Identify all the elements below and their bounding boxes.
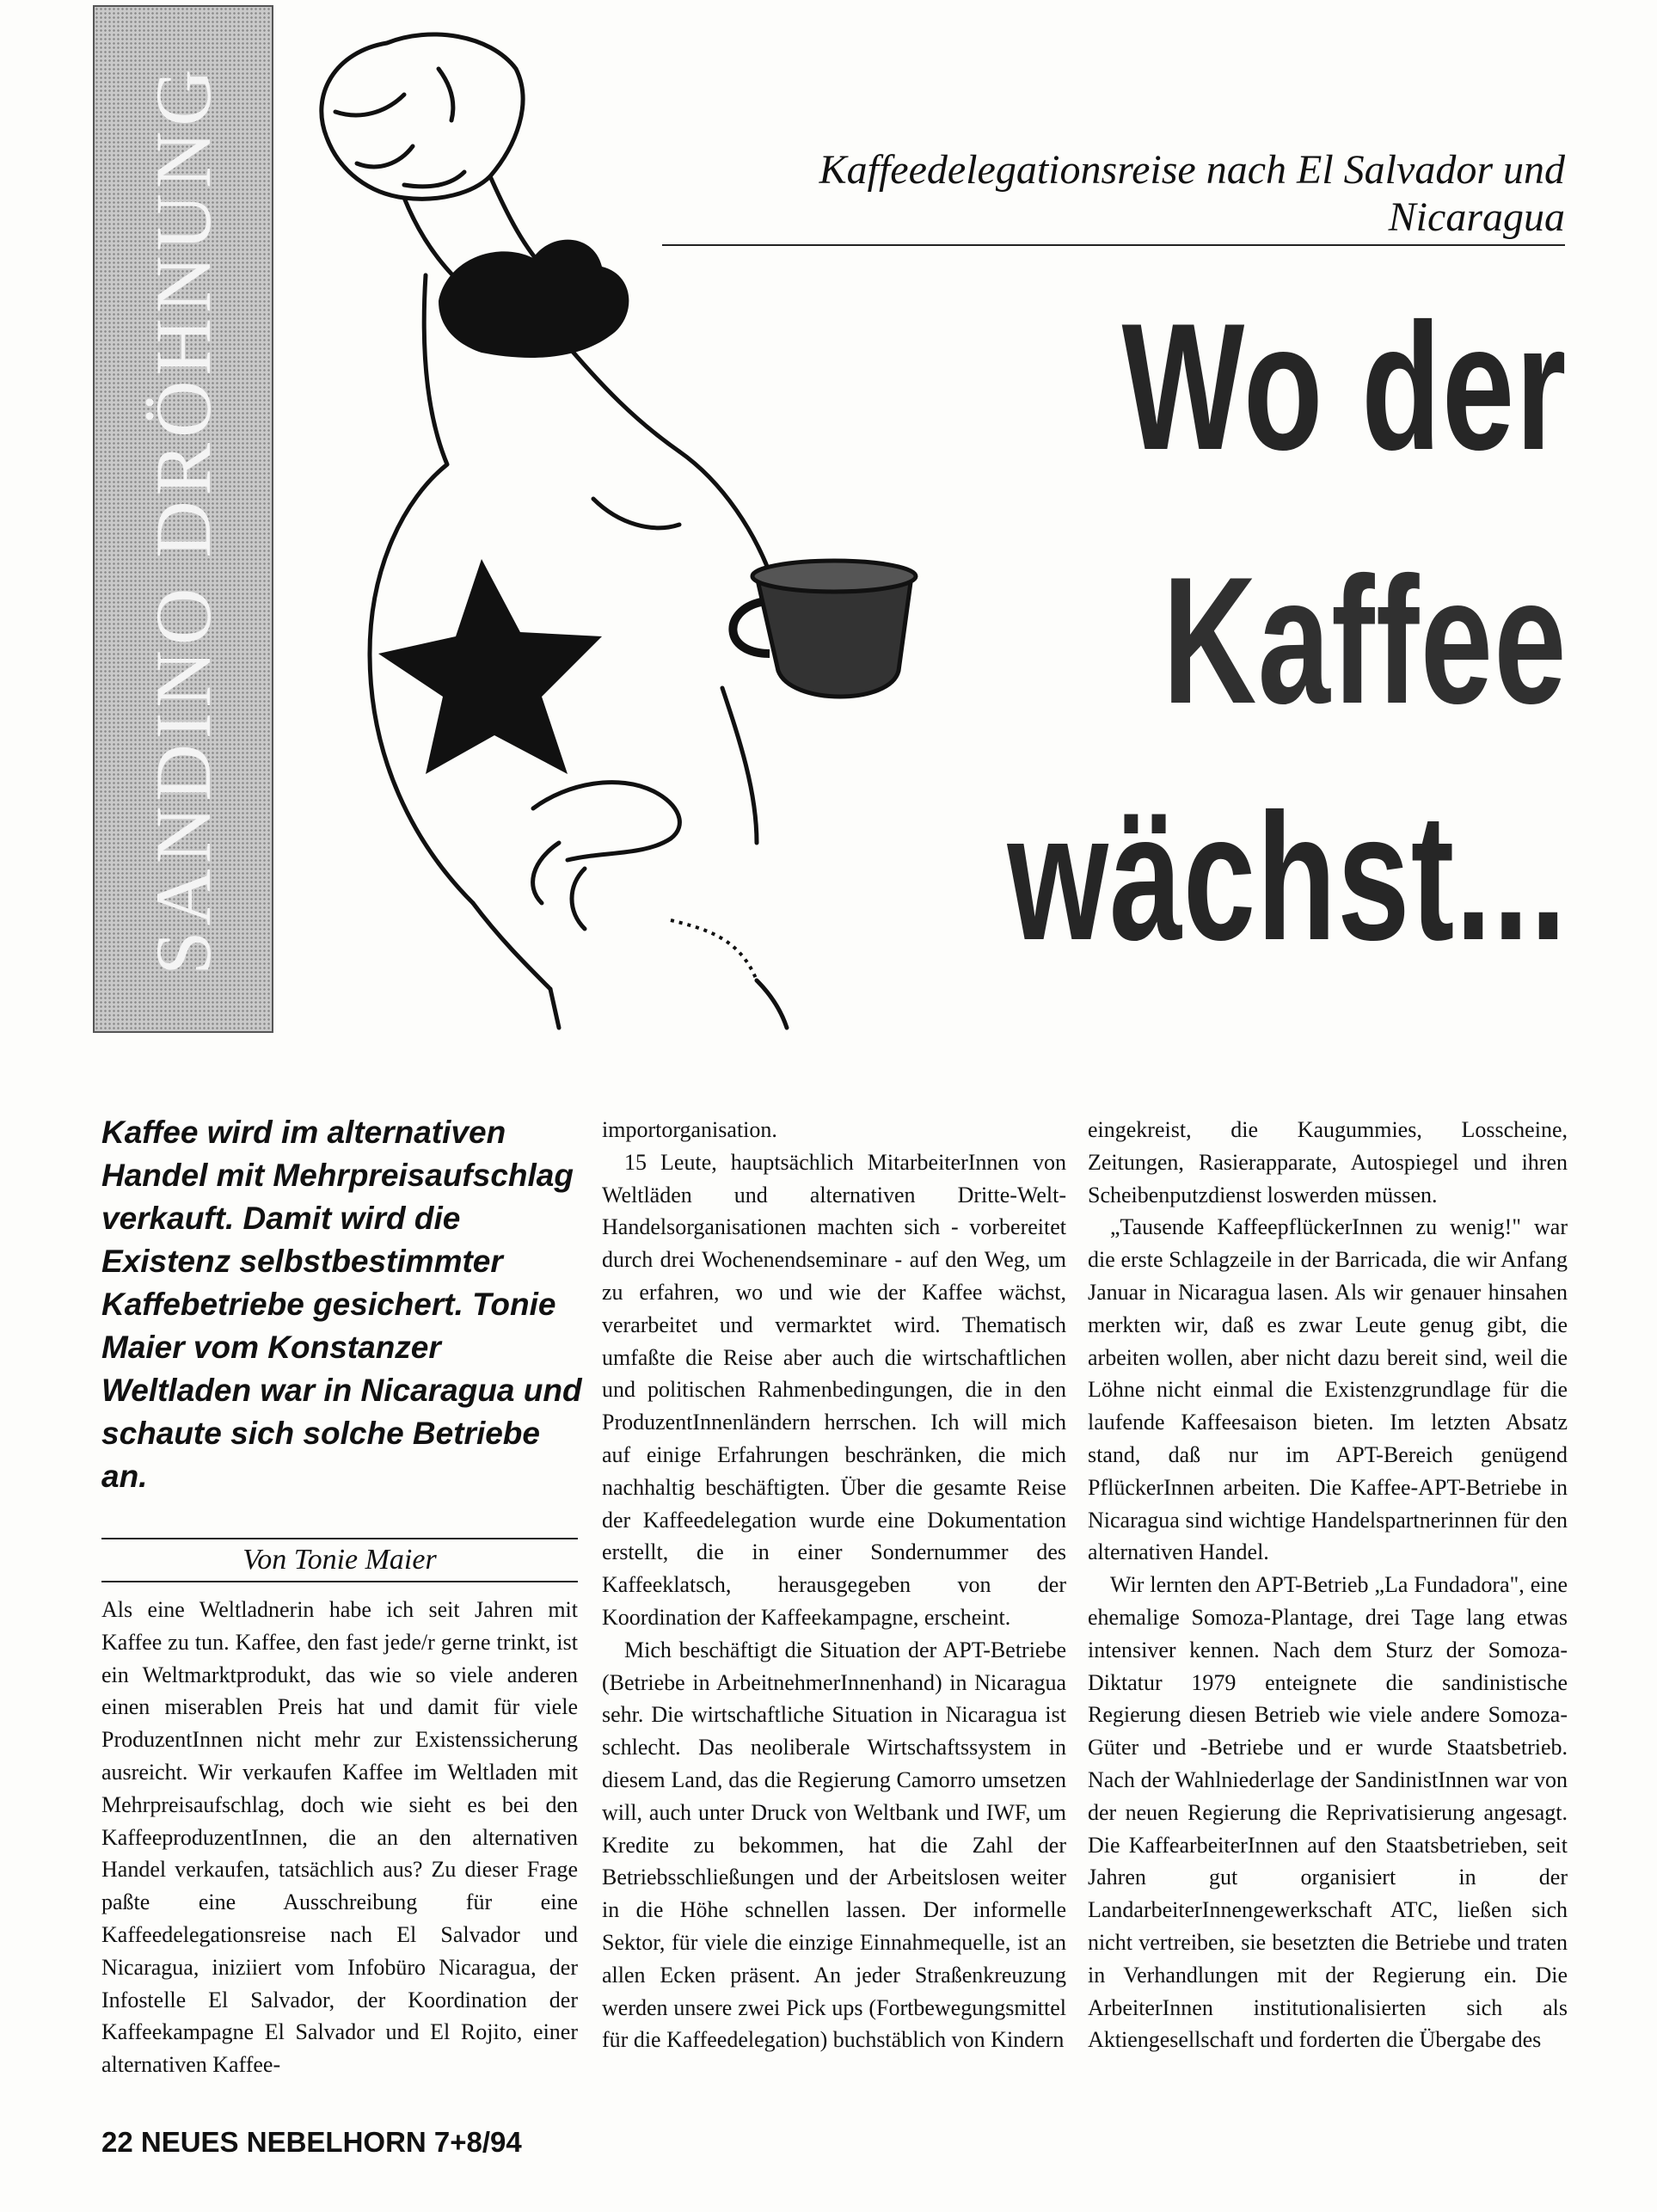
- byline-rule-top: [101, 1538, 578, 1539]
- col3-paragraph-2: „Tausende KaffeepflückerInnen zu wenig!" war die erste Schlagzeile in der Barricada, die wir Anfang Januar in Nicaragua lasen. Als wir genauer hinsahen merkten wir, daß es zwar Leute genug gibt, die arbeiten wollen, aber nicht dazu bereit sind, weil die Löhne nicht einmal die Existenzgrundlage für die laufende Kaffeesaison bieten. Im letzten Absatz stand, daß nur im APT-Bereich genügend PflückerInnen arbeiten. Die Kaffee-APT-Betriebe in Nicaragua sind wichtige Handelspartnerinnen für den alternativen Handel.: [1088, 1214, 1568, 1565]
- body-column-3: [1088, 1114, 1568, 2056]
- headline-line-3: wächst...: [1007, 776, 1568, 978]
- col3-paragraph-1: eingekreist, die Kaugummies, Losscheine, Zeitungen, Rasierapparate, Autospiegel und ihren Scheibenputzdienst loswerden müssen.: [1088, 1117, 1568, 1207]
- star-shape: [378, 559, 602, 774]
- body-column-1: [101, 1594, 578, 2081]
- headline-line-2: Kaffee: [1163, 539, 1568, 741]
- byline: Von Tonie Maier: [242, 1544, 437, 1576]
- article-kicker: Kaffeedelegationsreise nach El Salvador und Nicaragua: [662, 146, 1565, 246]
- col3-paragraph-3: Wir lernten den APT-Betrieb „La Fundadora", eine ehemalige Somoza-Plantage, drei Tage lang etwas intensiver kennen. Nach dem Sturz der Somoza-Diktatur 1979 enteignete die sandinistische Regierung diesen Betrieb wie viele andere Somoza-Güter und -Betriebe und er wurde Staatsbetrieb. Nach der Wahlniederlage der SandinistInnen war von der neuen Regierung die Reprivatisierung angesagt. Die KaffearbeiterInnen auf den Staatsbetrieben, seit Jahren gut organisiert in der LandarbeiterInnengewerkschaft ATC, ließen sich nicht vertreiben, sie besetzten die Betriebe und traten in Verhandlungen mit der Regierung ein. Die ArbeiterInnen institutionalisierten sich als Aktiengesellschaft und forderten die Übergabe des: [1088, 1572, 1568, 2053]
- col2-paragraph-2: 15 Leute, hauptsächlich MitarbeiterInnen von Weltläden und alternativen Dritte-Welt-Handelsorganisationen machten sich - vorbereitet durch drei Wochenendseminare - auf den Weg, um zu erfahren, wo und wie der Kaffee wächst, verarbeitet und vermarktet wird. Thematisch umfaßte die Reise aber auch die wirtschaftlichen und politischen Rahmenbedingungen, die in den ProduzentInnenländern herrschen. Ich will mich auf einige Erfahrungen beschränken, die mich nachhaltig beschäftigten. Über die gesamte Reise der Kaffeedelegation wurde eine Dokumentation erstellt, die in einer Sondernummer des Kaffeeklatsch, herausgegeben von der Koordination der Kaffeekampagne, erscheint.: [602, 1149, 1066, 1630]
- section-banner: [93, 5, 273, 1033]
- body-column-2: [602, 1114, 1066, 2056]
- col1-paragraph-1: Als eine Weltladnerin habe ich seit Jahren mit Kaffee zu tun. Kaffee, den fast jede/r gerne trinkt, ist ein Weltmarktprodukt, das wie so viele anderen einen miserablen Preis hat und damit für viele ProduzentInnen nicht mehr zur Existenssicherung ausreicht. Wir verkaufen Kaffee im Weltladen mit Mehrpreisaufschlag, doch wie sieht es bei den KaffeeproduzentInnen, die an den alternativen Handel verkaufen, tatsächlich aus? Zu dieser Frage paßte eine Ausschreibung für eine Kaffeedelegationsreise nach El Salvador und Nicaragua, iniziiert vom Infobüro Nicaragua, der Infostelle El Salvador, der Koordination der Kaffeekampagne El Salvador und El Rojito, einer alternativen Kaffee-: [101, 1597, 578, 2078]
- headline-line-1: Wo der: [1121, 286, 1568, 488]
- section-banner-text: SANDINO DRÖHNUNG: [139, 63, 227, 975]
- col2-paragraph-3: Mich beschäftigt die Situation der APT-Betriebe (Betriebe in ArbeitnehmerInnenhand) in Nicaragua sehr. Die wirtschaftliche Situation in Nicaragua ist schlecht. Das neoliberale Wirtschaftssystem in diesem Land, das die Regierung Camorro umsetzen will, auch unter Druck von Weltbank und IWF, um Kredite zu bekommen, hat die Zahl der Betriebsschließungen und der Arbeitslosen weiter in die Höhe schnellen lassen. Der informelle Sektor, für viele die einzige Einnahmequelle, ist an allen Ecken präsent. An jeder Straßenkreuzung werden unsere zwei Pick ups (Fortbewegungsmittel für die Kaffeedelegation) buchstäblich von Kindern: [602, 1637, 1066, 2053]
- col2-paragraph-1: importorganisation.: [602, 1117, 777, 1142]
- byline-rule-bottom: [101, 1581, 578, 1582]
- figure-hair-shape: [439, 240, 629, 358]
- page-footer: 22 NEUES NEBELHORN 7+8/94: [101, 2126, 522, 2158]
- coffee-cup-shape: [733, 561, 916, 697]
- article-lead: Kaffee wird im alternativen Handel mit Mehrpreisaufschlag verkauft. Damit wird die Existenz selbstbestimmter Kaffebetriebe gesichert. Tonie Maier vom Konstanzer Weltladen war in Nicaragua und schaute sich solche Betriebe an.: [101, 1115, 582, 1494]
